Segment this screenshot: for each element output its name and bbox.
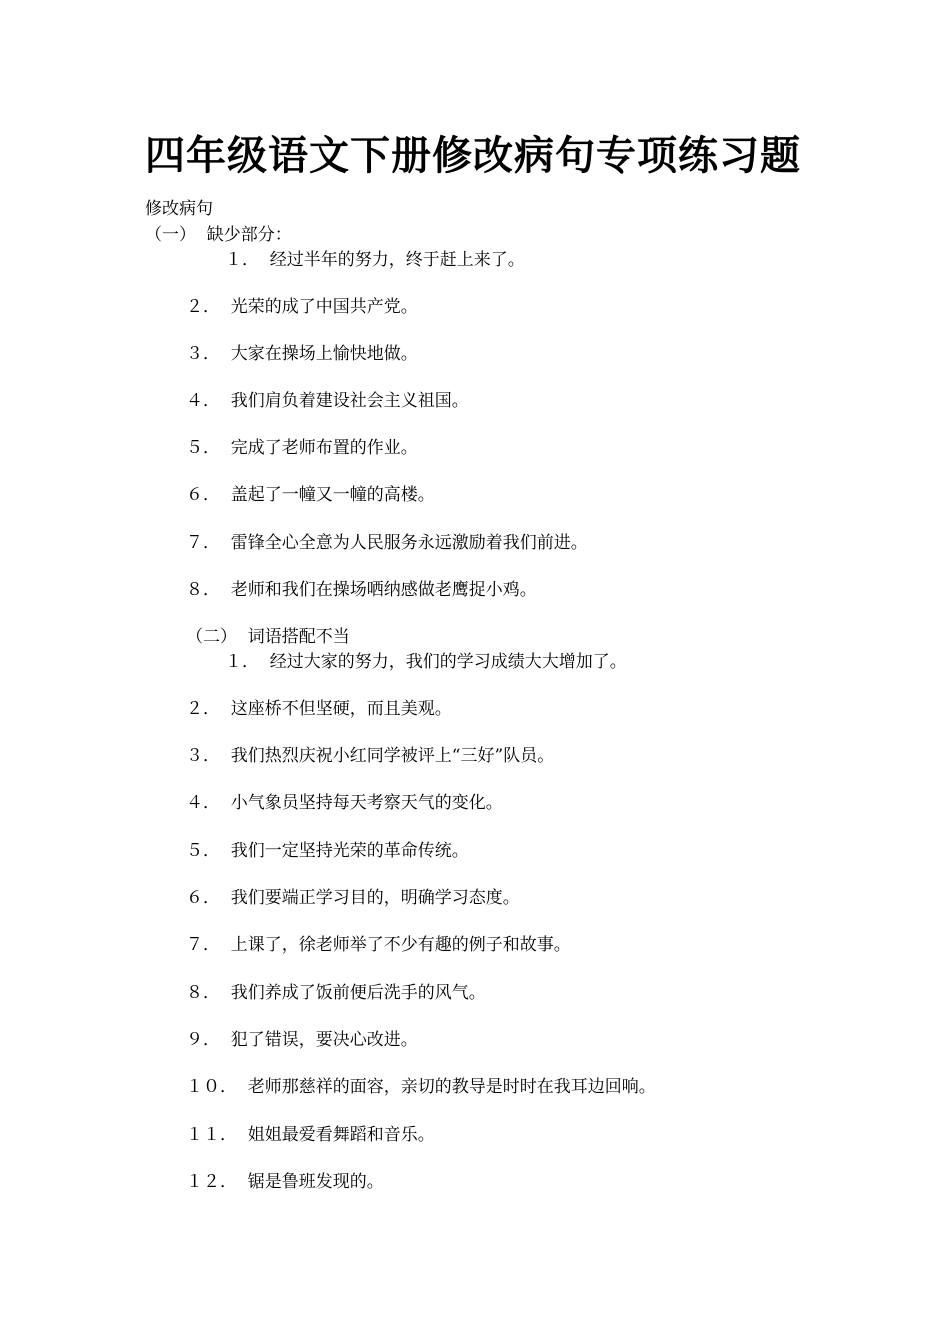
list-item: ５． 我们一定坚持光荣的革命传统。 [186, 841, 469, 861]
list-item: １． 经过半年的努力，终于赶上来了。 [225, 250, 525, 270]
list-item: ６． 盖起了一幢又一幢的高楼。 [186, 485, 435, 505]
section2-heading: （二） 词语搭配不当 [186, 627, 350, 647]
list-item: ３． 大家在操场上愉快地做。 [186, 344, 418, 364]
list-item: ４． 小气象员坚持每天考察天气的变化。 [186, 793, 503, 813]
list-item: ８． 我们养成了饭前便后洗手的风气。 [186, 983, 486, 1003]
list-item: ２． 这座桥不但坚硬，而且美观。 [186, 699, 452, 719]
list-item: ２． 光荣的成了中国共产党。 [186, 297, 418, 317]
list-item: ６． 我们要端正学习目的，明确学习态度。 [186, 888, 520, 908]
list-item: １． 经过大家的努力，我们的学习成绩大大增加了。 [225, 652, 627, 672]
list-item: ７． 雷锋全心全意为人民服务永远激励着我们前进。 [186, 533, 588, 553]
list-item: ８． 老师和我们在操场哂纳感做老鹰捉小鸡。 [186, 580, 537, 600]
list-item: ４． 我们肩负着建设社会主义祖国。 [186, 391, 469, 411]
list-item: １１． 姐姐最爱看舞蹈和音乐。 [186, 1125, 435, 1145]
section1-heading: （一） 缺少部分： [145, 225, 292, 245]
list-item: ７． 上课了，徐老师举了不少有趣的例子和故事。 [186, 935, 571, 955]
list-item: ９． 犯了错误，要决心改进。 [186, 1030, 418, 1050]
list-item: １０． 老师那慈祥的面容，亲切的教导是时时在我耳边回响。 [186, 1077, 656, 1097]
list-item: ５． 完成了老师布置的作业。 [186, 438, 418, 458]
list-item: １２． 锯是鲁班发现的。 [186, 1172, 384, 1192]
intro-label: 修改病句 [145, 199, 213, 219]
document-title: 四年级语文下册修改病句专项练习题 [145, 132, 801, 179]
list-item: ３． 我们热烈庆祝小红同学被评上“三好”队员。 [186, 746, 555, 766]
